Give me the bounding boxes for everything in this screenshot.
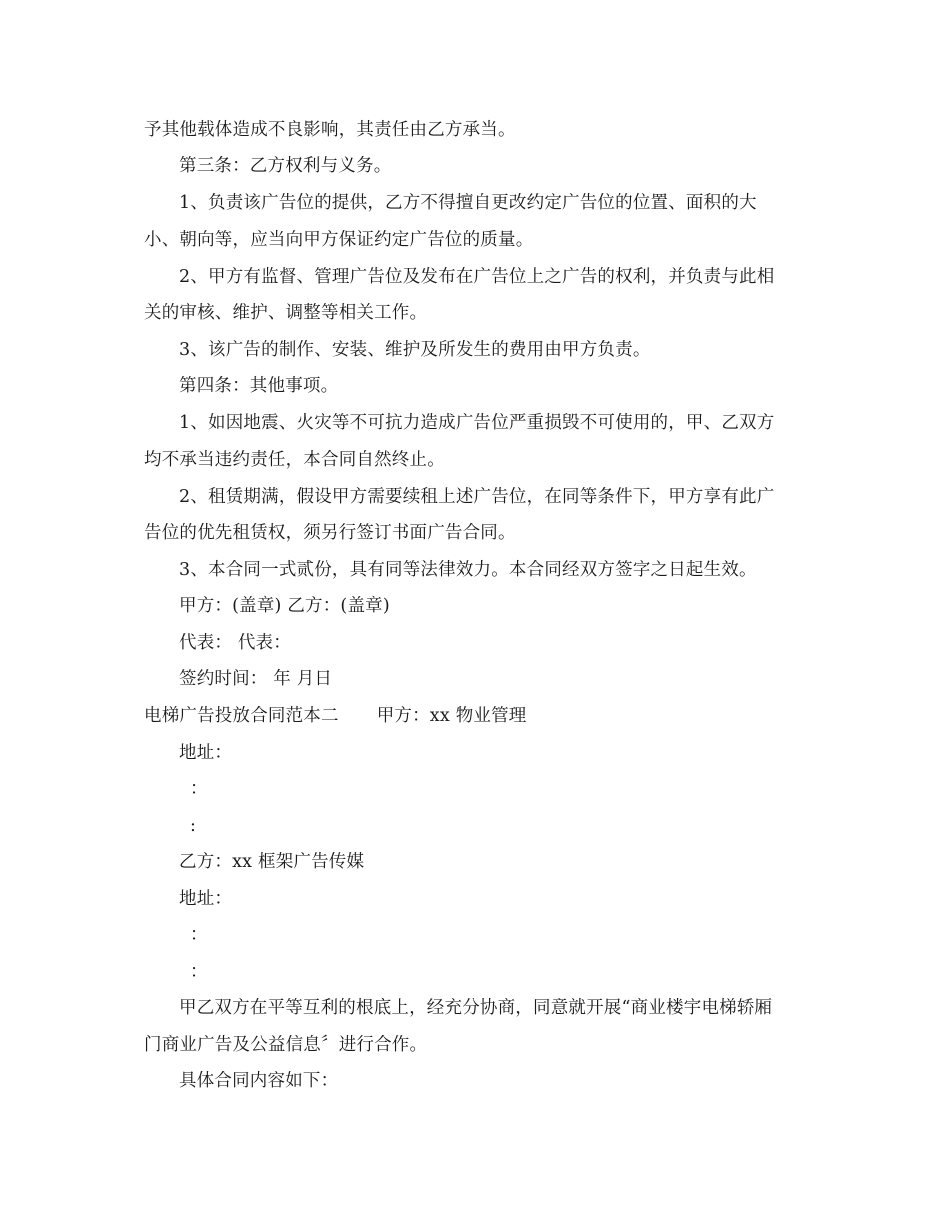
blank-field: : xyxy=(190,816,197,836)
section-title-row xyxy=(144,704,527,728)
text-line: 2、甲方有监督、管理广告位及发布在广告位上之广告的权利，并负责与此相 xyxy=(179,267,775,287)
text-line: 均不承当违约责任，本合同自然终止。 xyxy=(144,450,445,470)
text-line: 3、本合同一式贰份，具有同等法律效力。本合同经双方签字之日起生效。 xyxy=(179,560,757,580)
signing-date: 签约时间： 年 月日 xyxy=(179,669,333,689)
blank-field: ： xyxy=(190,962,208,982)
signature-parties: 甲方：(盖章) 乙方：(盖章) xyxy=(179,596,390,616)
text-line: 门商业广告及公益信息〞进行合作。 xyxy=(144,1035,428,1055)
text-line: 甲乙双方在平等互利的根底上，经充分协商，同意就开展“商业楼宇电梯轿厢 xyxy=(179,998,773,1018)
article-heading: 第三条：乙方权利与义务。 xyxy=(179,156,392,176)
article-heading: 第四条：其他事项。 xyxy=(179,376,339,396)
text-line: 3、该广告的制作、安装、维护及所发生的费用由甲方负责。 xyxy=(179,340,651,360)
text-line: 1、负责该广告位的提供，乙方不得擅自更改约定广告位的位置、面积的大 xyxy=(179,193,757,213)
text-line: 告位的优先租赁权，须另行签订书面广告合同。 xyxy=(144,523,516,543)
text-line: 1、如因地震、火灾等不可抗力造成广告位严重损毁不可使用的，甲、乙双方 xyxy=(179,413,775,433)
party-b-address-label: 地址： xyxy=(179,889,233,909)
blank-field: ： xyxy=(190,779,208,799)
text-line: 予其他载体造成不良影响，其责任由乙方承当。 xyxy=(144,120,516,140)
text-line: 具体合同内容如下： xyxy=(179,1071,339,1091)
party-b-name: 乙方：xx 框架广告传媒 xyxy=(179,852,365,872)
party-a-address-label: 地址： xyxy=(179,743,233,763)
section-title: 电梯广告投放合同范本二 xyxy=(144,706,339,726)
text-line: 小、朝向等，应当向甲方保证约定广告位的质量。 xyxy=(144,230,534,250)
text-line: 关的审核、维护、调整等相关工作。 xyxy=(144,303,428,323)
signature-representatives: 代表： 代表： xyxy=(179,633,291,653)
party-a-name: 甲方：xx 物业管理 xyxy=(376,706,527,726)
blank-field: ： xyxy=(190,925,208,945)
text-line: 2、租赁期满，假设甲方需要续租上述广告位，在同等条件下，甲方享有此广 xyxy=(179,487,775,507)
